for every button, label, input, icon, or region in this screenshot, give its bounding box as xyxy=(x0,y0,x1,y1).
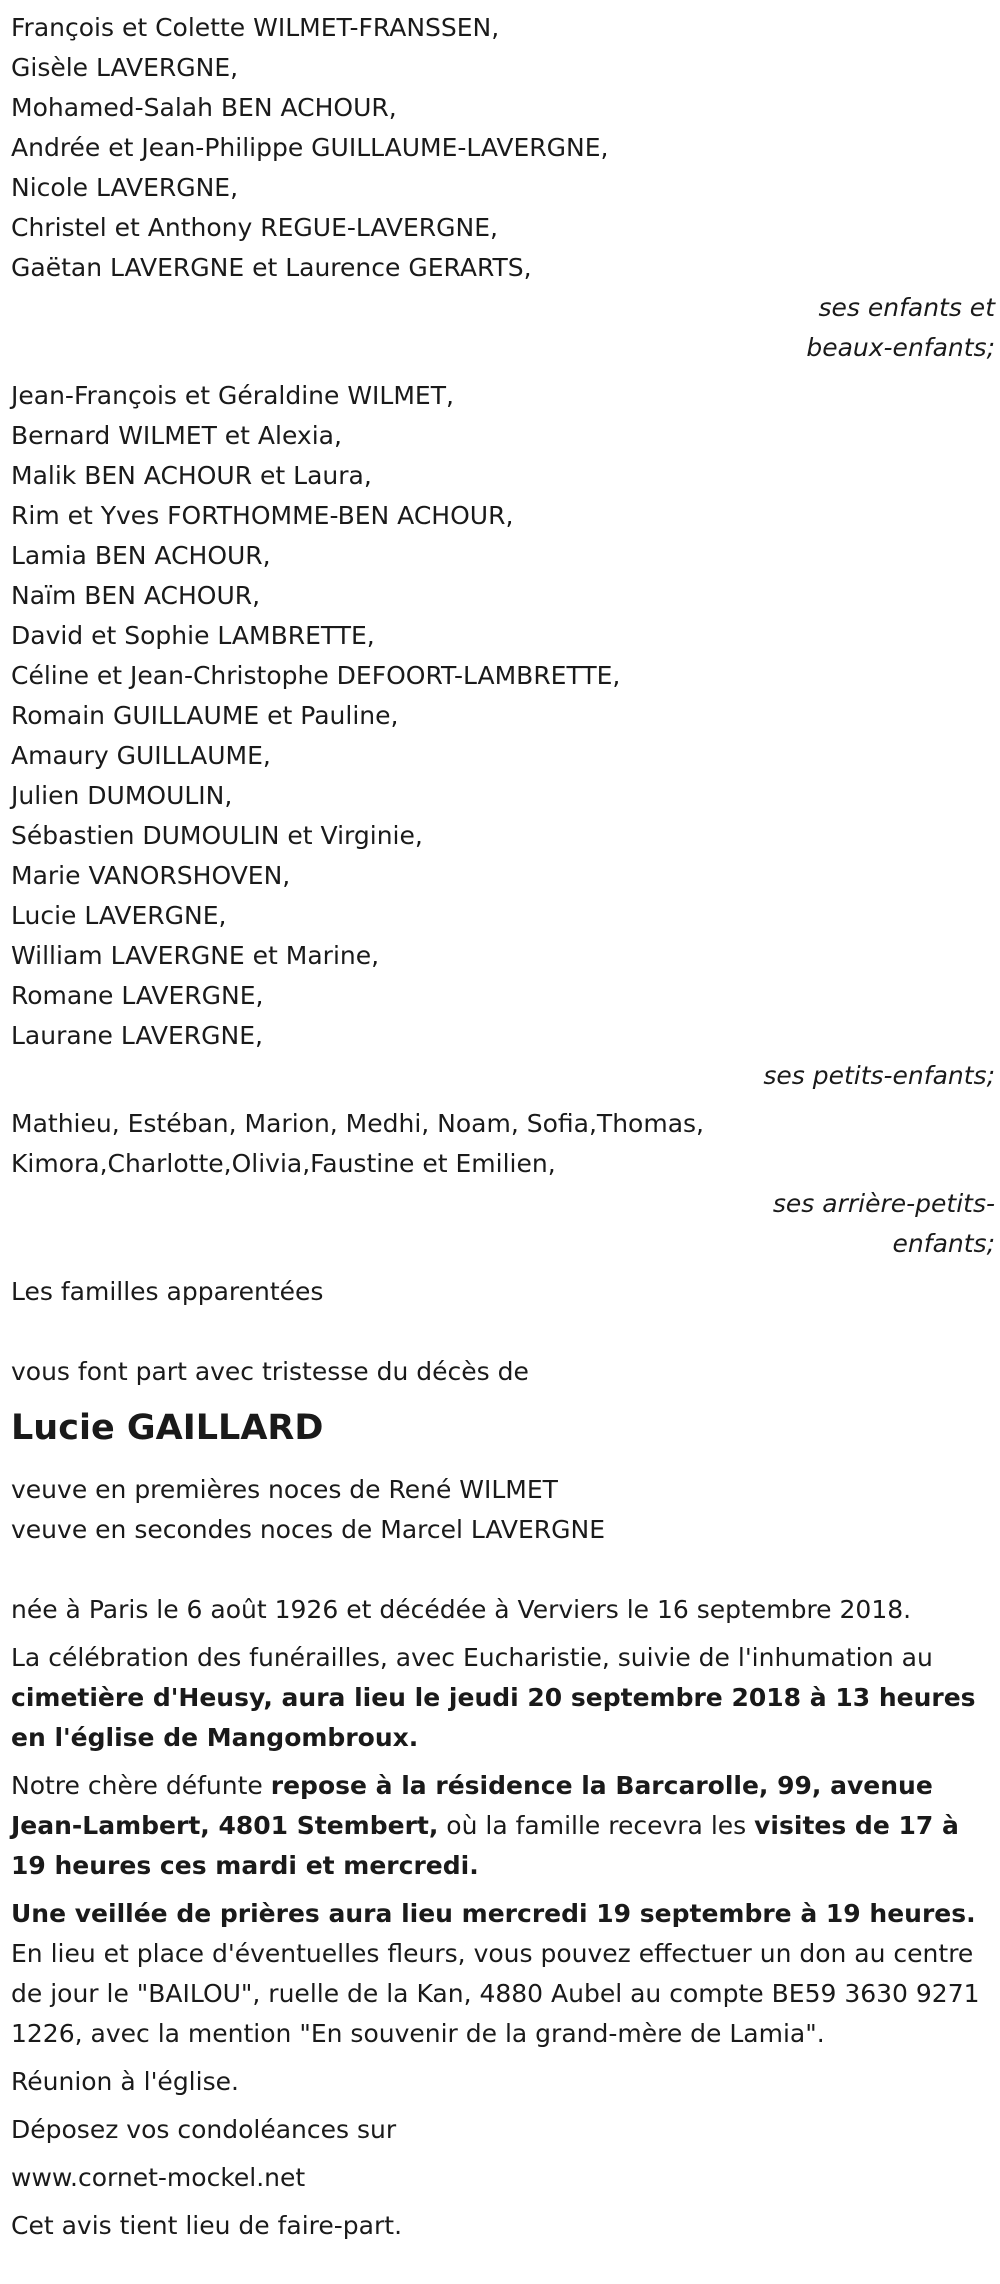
list-item: Lucie LAVERGNE, xyxy=(11,901,227,930)
list-item: Laurane LAVERGNE, xyxy=(11,1021,263,1050)
notice-paragraph: Cet avis tient lieu de faire-part. xyxy=(11,2211,403,2240)
list-item: Marie VANORSHOVEN, xyxy=(11,861,291,890)
list-item: David et Sophie LAMBRETTE, xyxy=(11,621,375,650)
rest-intro: Notre chère défunte xyxy=(11,1771,271,1800)
great-grandchildren-list xyxy=(11,1104,988,1184)
widow-line-2: veuve en secondes noces de Marcel LAVERGNE xyxy=(11,1515,606,1544)
rest-location: repose à la résidence la Barcarolle, 99, avenue Jean-Lambert, 4801 Stembert, xyxy=(11,1771,933,1840)
list-item: Julien DUMOULIN, xyxy=(11,781,233,810)
rest-paragraph xyxy=(11,1766,987,1886)
list-item: Mathieu, Estéban, Marion, Medhi, Noam, Sofia,Thomas, xyxy=(11,1109,704,1138)
list-item: Romane LAVERGNE, xyxy=(11,981,264,1010)
list-item: Romain GUILLAUME et Pauline, xyxy=(11,701,399,730)
donation-paragraph: En lieu et place d'éventuelles fleurs, vous pouvez effectuer un don au centre de jour le "BAILOU", ruelle de la Kan, 4880 Aubel au compte BE59 3630 9271 1226, avec la mention "En souvenir de la grand-mère de Lamia". xyxy=(11,1939,980,2048)
rest-visits: visites de 17 à 19 heures ces mardi et mercredi. xyxy=(11,1811,959,1880)
children-label-line-1: ses enfants et xyxy=(818,293,995,322)
vigil-text: Une veillée de prières aura lieu mercredi 19 septembre à 19 heures. xyxy=(11,1899,976,1928)
meeting-paragraph: Réunion à l'église. xyxy=(11,2067,239,2096)
funeral-paragraph xyxy=(11,1638,987,1758)
list-item: Rim et Yves FORTHOMME-BEN ACHOUR, xyxy=(11,501,514,530)
great-grandchildren-label xyxy=(11,1184,995,1264)
rest-middle: où la famille recevra les xyxy=(438,1811,755,1840)
list-item: Jean-François et Géraldine WILMET, xyxy=(11,381,454,410)
list-item: William LAVERGNE et Marine, xyxy=(11,941,380,970)
list-item: Andrée et Jean-Philippe GUILLAUME-LAVERGNE, xyxy=(11,133,609,162)
list-item: Kimora,Charlotte,Olivia,Faustine et Emilien, xyxy=(11,1149,556,1178)
list-item: Gisèle LAVERGNE, xyxy=(11,53,239,82)
grandchildren-list xyxy=(11,376,988,1056)
list-item: Bernard WILMET et Alexia, xyxy=(11,421,342,450)
funeral-text: La célébration des funérailles, avec Eucharistie, suivie de l'inhumation au xyxy=(11,1643,933,1672)
list-item: Nicole LAVERGNE, xyxy=(11,173,239,202)
children-label-line-2: beaux-enfants; xyxy=(806,333,995,362)
list-item: Malik BEN ACHOUR et Laura, xyxy=(11,461,372,490)
children-label xyxy=(11,288,995,368)
funeral-details: cimetière d'Heusy, aura lieu le jeudi 20 septembre 2018 à 13 heures en l'église de Mangombroux. xyxy=(11,1683,976,1752)
list-item: Christel et Anthony REGUE-LAVERGNE, xyxy=(11,213,498,242)
deceased-name: Lucie GAILLARD xyxy=(11,1408,324,1448)
grandchildren-label-line: ses petits-enfants; xyxy=(763,1061,995,1090)
list-item: Amaury GUILLAUME, xyxy=(11,741,271,770)
condolences-paragraph: Déposez vos condoléances sur xyxy=(11,2115,397,2144)
list-item: Sébastien DUMOULIN et Virginie, xyxy=(11,821,423,850)
families-line: Les familles apparentées xyxy=(11,1277,324,1306)
vigil-paragraph xyxy=(11,1894,987,1934)
list-item: Lamia BEN ACHOUR, xyxy=(11,541,271,570)
birth-death-paragraph: née à Paris le 6 août 1926 et décédée à Verviers le 16 septembre 2018. xyxy=(11,1595,912,1624)
list-item: Céline et Jean-Christophe DEFOORT-LAMBRETTE, xyxy=(11,661,621,690)
great-grandchildren-label-line-1: ses arrière-petits- xyxy=(772,1189,995,1218)
widow-line-1: veuve en premières noces de René WILMET xyxy=(11,1475,558,1504)
grandchildren-label xyxy=(11,1056,995,1096)
website-link[interactable]: www.cornet-mockel.net xyxy=(11,2163,306,2192)
list-item: François et Colette WILMET-FRANSSEN, xyxy=(11,13,500,42)
list-item: Gaëtan LAVERGNE et Laurence GERARTS, xyxy=(11,253,532,282)
list-item: Mohamed-Salah BEN ACHOUR, xyxy=(11,93,397,122)
announce-line: vous font part avec tristesse du décès de xyxy=(11,1357,529,1386)
great-grandchildren-label-line-2: enfants; xyxy=(892,1229,995,1258)
list-item: Naïm BEN ACHOUR, xyxy=(11,581,261,610)
children-list xyxy=(11,8,988,288)
